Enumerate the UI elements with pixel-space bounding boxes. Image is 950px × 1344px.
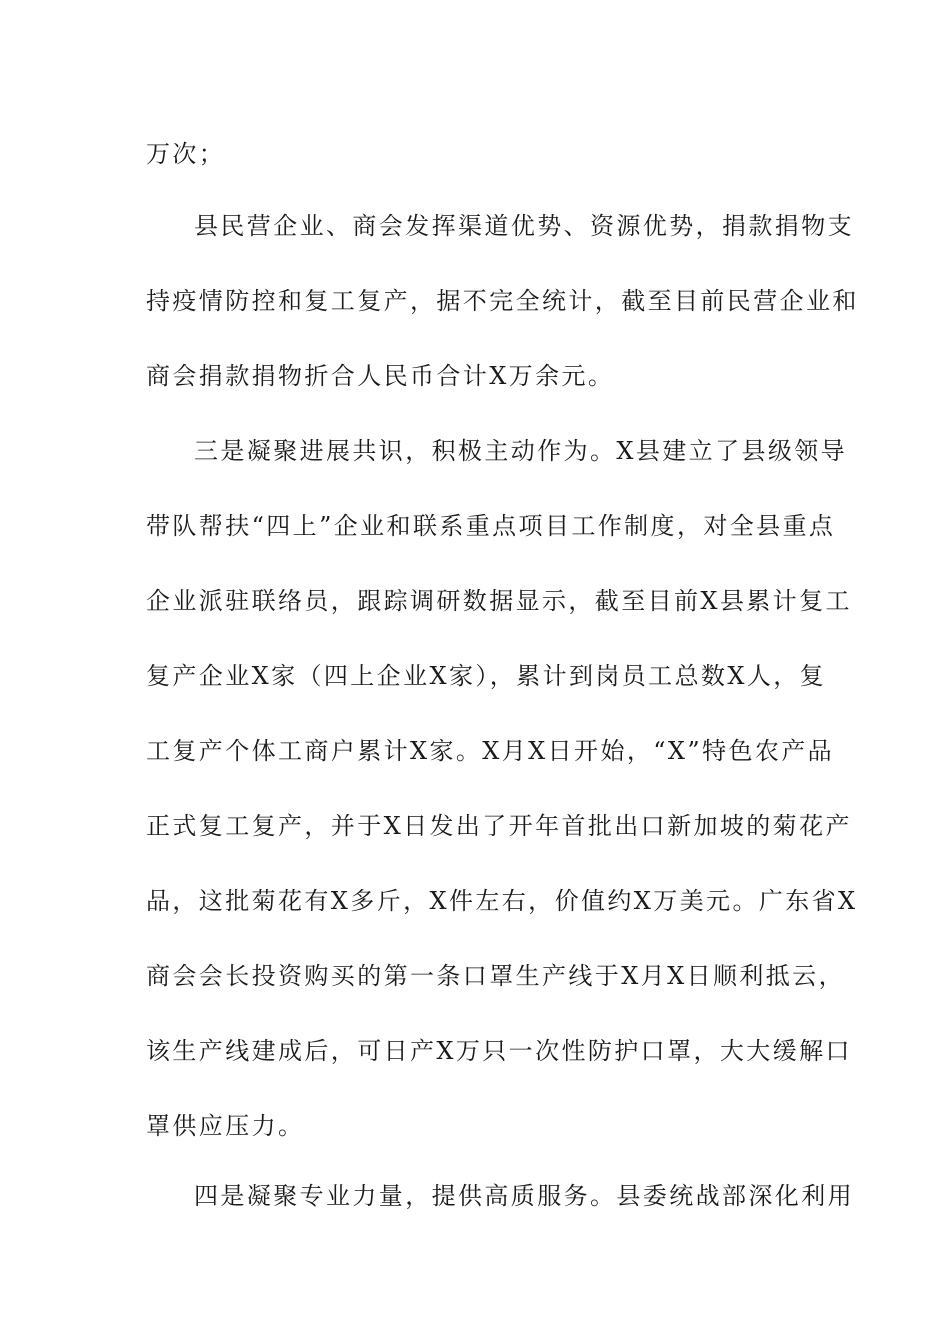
paragraph-first-line: 县民营企业、商会发挥渠道优势、资源优势，捐款捐物支 (194, 212, 854, 240)
paragraph-line: 带队帮扶“四上”企业和联系重点项目工作制度，对全县重点 (146, 512, 836, 540)
paragraph-first-line: 三是凝聚进展共识，积极主动作为。X县建立了县级领导 (194, 437, 848, 465)
paragraph-line: 持疫情防控和复工复产，据不完全统计，截至目前民营企业和 (146, 287, 859, 315)
paragraph-line: 品，这批菊花有X多斤，X件左右，价值约X万美元。广东省X (146, 887, 858, 915)
paragraph-line: 该生产线建成后，可日产X万只一次性防护口罩，大大缓解口 (146, 1037, 852, 1065)
paragraph-line: 罩供应压力。 (146, 1112, 305, 1140)
paragraph-line: 商会捐款捐物折合人民币合计X万余元。 (146, 362, 615, 390)
paragraph-first-line: 四是凝聚专业力量，提供高质服务。县委统战部深化利用 (194, 1182, 854, 1210)
paragraph-line: 工复产个体工商户累计X家。X月X日开始，“X”特色农产品 (146, 737, 835, 765)
paragraph-line: 复产企业X家（四上企业X家），累计到岗员工总数X人，复 (146, 662, 827, 690)
paragraph-line: 企业派驻联络员，跟踪调研数据显示，截至目前X县累计复工 (146, 587, 852, 615)
paragraph-line: 万次； (146, 140, 226, 168)
paragraph-line: 商会会长投资购买的第一条口罩生产线于X月X日顺利抵云， (146, 962, 845, 990)
paragraph-line: 正式复工复产，并于X日发出了开年首批出口新加坡的菊花产 (146, 812, 852, 840)
